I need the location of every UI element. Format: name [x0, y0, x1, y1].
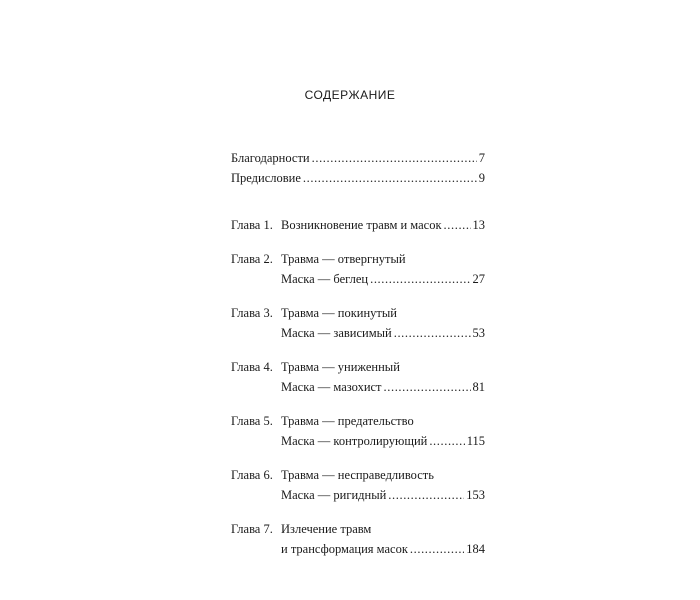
chapter-label: Глава 3.	[231, 306, 273, 320]
toc-entry-acknowledgements[interactable]	[231, 148, 485, 168]
toc-page-number: 153	[466, 488, 485, 502]
toc-entry-chapter-5-trauma[interactable]	[231, 411, 485, 431]
toc-entry-text: Возникновение травм и масок	[281, 218, 442, 232]
chapter-label: Глава 1.	[231, 218, 273, 232]
toc-entry-text: Маска — контролирующий	[281, 434, 428, 448]
chapter-label: Глава 4.	[231, 360, 273, 374]
toc-entry-chapter-2-trauma[interactable]	[231, 249, 485, 269]
toc-entry-text: Маска — беглец	[281, 272, 369, 286]
toc-entry-chapter-5-mask[interactable]	[231, 431, 485, 451]
chapter-label: Глава 5.	[231, 414, 273, 428]
dot-leader	[394, 323, 471, 343]
dot-leader	[429, 431, 464, 451]
dot-leader	[388, 485, 464, 505]
toc-entry-chapter-7-line-1[interactable]	[231, 519, 485, 539]
toc-entry-chapter-6-trauma[interactable]	[231, 465, 485, 485]
toc-entry-text: Маска — ригидный	[281, 488, 387, 502]
toc-entry-text: Излечение травм	[281, 522, 372, 536]
toc-entry-text: Травма — покинутый	[281, 306, 397, 320]
toc-entry-text: Маска — зависимый	[281, 326, 392, 340]
chapter-label: Глава 6.	[231, 468, 273, 482]
dot-leader	[410, 539, 464, 559]
toc-page-number: 9	[478, 171, 485, 185]
toc-entry-chapter-7-line-2[interactable]	[231, 539, 485, 559]
toc-page-number: 7	[478, 151, 485, 165]
toc-entry-text: Травма — несправедливость	[281, 468, 434, 482]
toc-page-number: 115	[466, 434, 485, 448]
table-of-contents	[231, 148, 485, 559]
toc-entry-chapter-4-trauma[interactable]	[231, 357, 485, 377]
toc-entry-chapter-3-trauma[interactable]	[231, 303, 485, 323]
dot-leader	[444, 215, 471, 235]
toc-page-number: 27	[472, 272, 485, 286]
toc-entry-text: Травма — униженный	[281, 360, 400, 374]
toc-entry-preface[interactable]	[231, 168, 485, 188]
toc-entry-text: Травма — отвергнутый	[281, 252, 406, 266]
toc-entry-chapter-1[interactable]	[231, 215, 485, 235]
dot-leader	[384, 377, 471, 397]
toc-entry-text: Предисловие	[231, 171, 301, 185]
toc-page-number: 81	[472, 380, 485, 394]
toc-page-number: 53	[472, 326, 485, 340]
toc-page-number: 13	[472, 218, 485, 232]
toc-entry-chapter-4-mask[interactable]	[231, 377, 485, 397]
toc-entry-text: и трансформация масок	[281, 542, 408, 556]
toc-entry-chapter-6-mask[interactable]	[231, 485, 485, 505]
toc-entry-text: Благодарности	[231, 151, 310, 165]
dot-leader	[303, 168, 477, 188]
toc-page-number: 184	[466, 542, 485, 556]
page-title: СОДЕРЖАНИЕ	[304, 88, 396, 102]
chapter-label: Глава 2.	[231, 252, 273, 266]
toc-entry-chapter-3-mask[interactable]	[231, 323, 485, 343]
dot-leader	[312, 148, 477, 168]
toc-entry-text: Маска — мазохист	[281, 380, 382, 394]
toc-entry-text: Травма — предательство	[281, 414, 414, 428]
toc-entry-chapter-2-mask[interactable]	[231, 269, 485, 289]
dot-leader	[370, 269, 470, 289]
chapter-label: Глава 7.	[231, 522, 273, 536]
